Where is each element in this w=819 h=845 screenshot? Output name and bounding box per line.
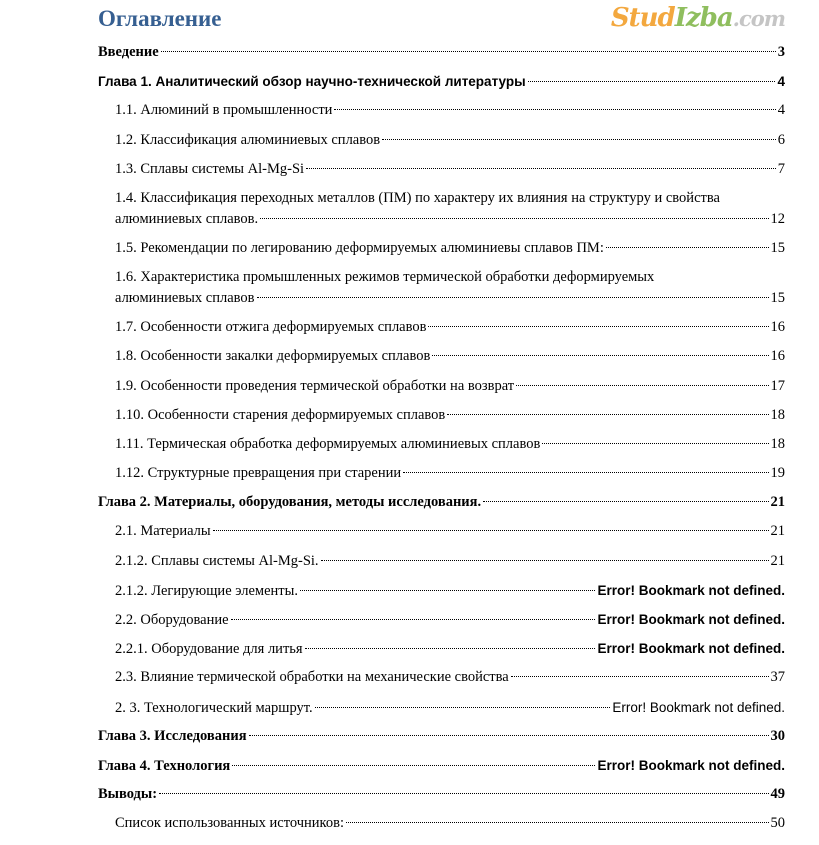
- toc-entry-text: 1.9. Особенности проведения термической обработки на возврат: [115, 377, 515, 394]
- toc-page-number: 3: [777, 44, 785, 60]
- toc-entry[interactable]: [98, 517, 785, 546]
- toc-page-number: 30: [770, 727, 785, 744]
- toc-entry[interactable]: [98, 67, 785, 96]
- toc-entry[interactable]: [98, 693, 785, 722]
- toc-entry-text: Глава 2. Материалы, оборудования, методы исследования.: [98, 494, 482, 511]
- toc-entry-text: 1.3. Сплавы системы Al-Mg-Si: [115, 160, 305, 177]
- dot-leader: [542, 443, 768, 444]
- toc-page-number: 18: [770, 406, 785, 423]
- watermark-part-com: .com: [732, 6, 785, 31]
- toc-entry-text: 2.1. Материалы: [115, 523, 211, 540]
- toc-entry-text: 1.8. Особенности закалки деформируемых сплавов: [115, 348, 431, 365]
- dot-leader: [334, 109, 775, 110]
- toc-entry[interactable]: [98, 38, 785, 67]
- toc-entry-line2: [115, 288, 785, 309]
- toc-entry[interactable]: [98, 780, 785, 809]
- dot-leader: [511, 676, 769, 677]
- toc-entry[interactable]: [98, 722, 785, 751]
- studizba-watermark-logo: [611, 2, 785, 35]
- toc-entry[interactable]: [98, 372, 785, 401]
- toc-page-number: 4: [777, 74, 785, 90]
- dot-leader: [528, 81, 776, 82]
- dot-leader: [403, 472, 768, 473]
- toc-page-number: 18: [770, 435, 785, 452]
- toc-page-number: Error! Bookmark not defined.: [597, 641, 785, 657]
- toc-entry-text: Глава 4. Технология: [98, 757, 231, 774]
- toc-entry[interactable]: [98, 155, 785, 184]
- toc-entry-text: 1.4. Классификация переходных металлов (ПМ) по характеру их влияния на структуру и свойства: [115, 189, 720, 206]
- toc-title: Оглавление: [98, 6, 222, 31]
- toc-page-number: 6: [777, 131, 785, 148]
- toc-entry[interactable]: [98, 751, 785, 780]
- toc-entry-text-continued: алюминиевых сплавов: [115, 290, 255, 307]
- dot-leader: [305, 648, 596, 649]
- toc-page-number: 19: [770, 465, 785, 482]
- toc-page-number: 49: [770, 786, 785, 803]
- toc-entry[interactable]: [98, 663, 785, 692]
- dot-leader: [260, 218, 768, 219]
- dot-leader: [428, 326, 768, 327]
- dot-leader: [432, 355, 768, 356]
- toc-entry[interactable]: [98, 809, 785, 838]
- dot-leader: [447, 414, 768, 415]
- toc-page-number: 21: [770, 523, 785, 540]
- dot-leader: [346, 822, 769, 823]
- toc-entry-text: 1.11. Термическая обработка деформируемых алюминиевых сплавов: [115, 435, 541, 452]
- toc-entry-text: 2.1.2. Сплавы системы Al-Mg-Si.: [115, 552, 319, 569]
- toc-page-number: Error! Bookmark not defined.: [597, 757, 785, 773]
- toc-entry-text: Глава 3. Исследования: [98, 727, 247, 744]
- toc-page-number: 21: [770, 552, 785, 569]
- toc-entry-text: Глава 1. Аналитический обзор научно-технической литературы: [98, 74, 526, 90]
- toc-page-number: 37: [770, 669, 785, 686]
- dot-leader: [321, 560, 769, 561]
- toc-entry-text: 2.2. Оборудование: [115, 612, 229, 628]
- dot-leader: [516, 385, 768, 386]
- toc-entry-text: Список использованных источников:: [115, 815, 344, 832]
- dot-leader: [483, 501, 768, 502]
- toc-page-number: Error! Bookmark not defined.: [612, 699, 785, 715]
- dot-leader: [249, 735, 769, 736]
- toc-entry[interactable]: [98, 634, 785, 663]
- toc-entry-text: 1.10. Особенности старения деформируемых сплавов: [115, 406, 446, 423]
- toc-entry-text: 1.6. Характеристика промышленных режимов термической обработки деформируемых: [115, 269, 655, 286]
- toc-entry[interactable]: [98, 576, 785, 605]
- dot-leader: [161, 51, 776, 52]
- toc-entry[interactable]: [98, 234, 785, 263]
- toc-entry[interactable]: [98, 126, 785, 155]
- toc-entry-text: 1.2. Классификация алюминиевых сплавов: [115, 131, 381, 148]
- dot-leader: [159, 793, 768, 794]
- dot-leader: [213, 530, 769, 531]
- toc-page-number: 15: [770, 290, 785, 307]
- toc-page-number: Error! Bookmark not defined.: [597, 582, 785, 598]
- dot-leader: [315, 707, 611, 708]
- toc-entry-text: 2.1.2. Легирующие элементы.: [115, 582, 298, 599]
- toc-page-number: 4: [777, 102, 785, 119]
- toc-entry[interactable]: [98, 459, 785, 488]
- toc-entry-text: 1.1. Алюминий в промышленности: [115, 102, 333, 119]
- toc-entry[interactable]: [98, 488, 785, 517]
- watermark-part-stud: Stud: [610, 3, 675, 33]
- toc-entry-line2: [115, 209, 785, 230]
- toc-entry-text: 1.5. Рекомендации по легированию деформируемых алюминиевы сплавов ПМ:: [115, 239, 604, 256]
- toc-page-number: 16: [770, 348, 785, 365]
- toc-entry-text: Введение: [98, 44, 159, 60]
- toc-page-number: 21: [770, 494, 785, 511]
- toc-page-number: 7: [777, 160, 785, 177]
- dot-leader: [382, 139, 776, 140]
- toc-entry[interactable]: [98, 96, 785, 125]
- toc-page-number: 12: [770, 210, 785, 227]
- toc-page-number: 15: [770, 239, 785, 256]
- dot-leader: [300, 590, 596, 591]
- toc-entry[interactable]: [98, 401, 785, 430]
- toc-entry[interactable]: [98, 430, 785, 459]
- toc-entry-text: 2.2.1. Оборудование для литья: [115, 641, 303, 658]
- dot-leader: [606, 247, 769, 248]
- toc-entry-text: 2. 3. Технологический маршрут.: [115, 699, 313, 716]
- toc-entry[interactable]: [98, 263, 785, 313]
- toc-page-number: 17: [770, 377, 785, 394]
- toc-entry-text-continued: алюминиевых сплавов.: [115, 210, 259, 227]
- watermark-part-izba: Izba: [674, 3, 733, 33]
- dot-leader: [231, 619, 596, 620]
- toc-page-number: Error! Bookmark not defined.: [597, 612, 785, 627]
- toc-entry[interactable]: [98, 605, 785, 634]
- toc-entry-text: 2.3. Влияние термической обработки на механические свойства: [115, 669, 509, 686]
- toc-entry-text: 1.12. Структурные превращения при старении: [115, 465, 402, 482]
- toc-entry[interactable]: [98, 547, 785, 576]
- dot-leader: [232, 765, 595, 766]
- toc-entry-text: 1.7. Особенности отжига деформируемых сплавов: [115, 319, 427, 336]
- toc-page-number: 16: [770, 319, 785, 336]
- toc-entry[interactable]: [98, 313, 785, 342]
- toc-entry-text: Выводы:: [98, 786, 158, 803]
- dot-leader: [306, 168, 776, 169]
- toc-page-number: 50: [770, 815, 785, 832]
- dot-leader: [257, 297, 769, 298]
- table-of-contents: [98, 38, 785, 839]
- toc-entry[interactable]: [98, 184, 785, 234]
- toc-entry[interactable]: [98, 342, 785, 371]
